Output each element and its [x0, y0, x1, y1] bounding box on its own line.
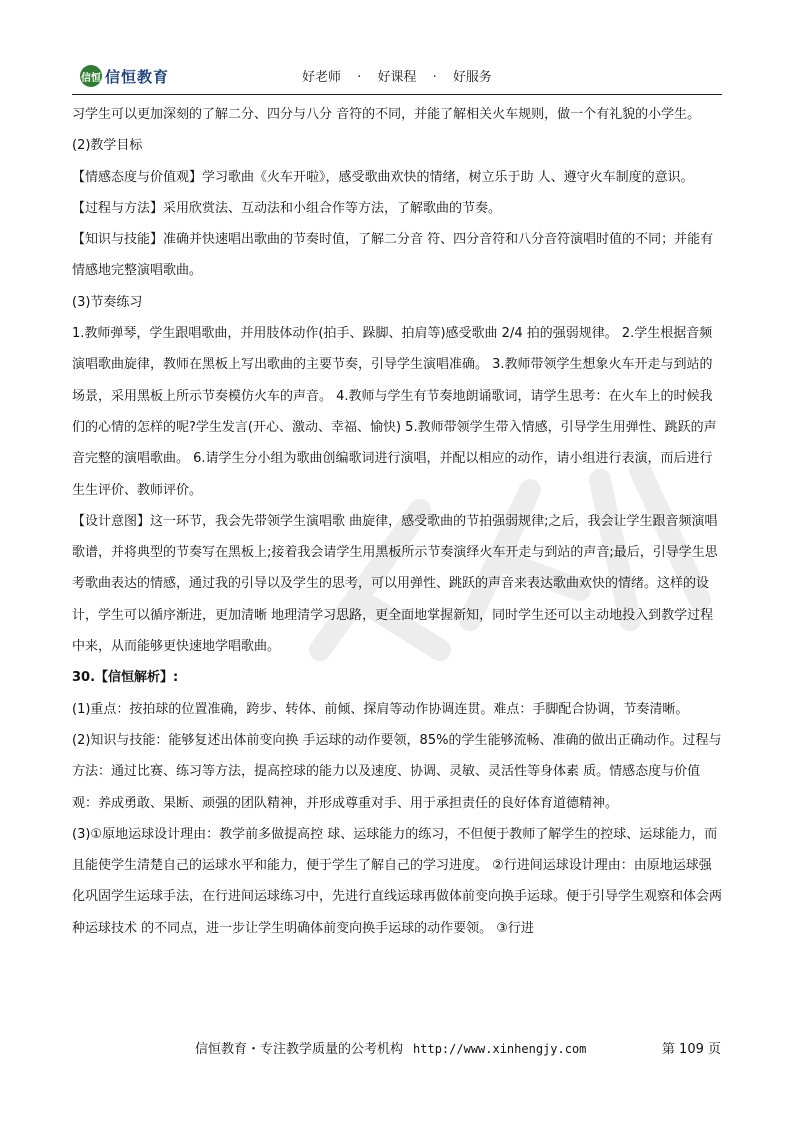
footer-org: 信恒教育・专注教学质量的公考机构: [195, 1042, 404, 1057]
slogan-item: 好课程: [377, 70, 417, 85]
paragraph: 【设计意图】这一环节，我会先带领学生演唱歌 曲旋律，感受歌曲的节拍强弱规律;之后，我会让学生跟音频演唱歌谱，并将典型的节奏写在黑板上;接着我会请学生用黑板所示节奏演绎火车开走与到站的声音;最后，引导学生思考歌曲表达的情感，通过我的引导以及学生的思考，可以用弹性、跳跃的声音来表达歌曲欢快的情绪。这样的设计，学生可以循序渐进，更加清晰 地理清学习思路，更全面地掌握新知，同时学生还可以主动地投入到教学过程中来，从而能够更快速地学唱歌曲。: [72, 513, 718, 655]
header-slogan: [72, 66, 722, 85]
paragraph: (3)①原地运球设计理由：教学前多做提高控 球、运球能力的练习，不但便于教师了解学生的控球、运球能力，而且能使学生清楚自己的运球水平和能力，便于学生了解自己的学习进度。 ②行进间运球设计理由：由原地运球强化巩固学生运球手法，在行进间运球练习中，先进行直线运球再做体前变向换手运球。便于引导学生观察和体会两种运球技术 的不同点，进一步让学生明确体前变向换手运球的动作要领。 ③行进: [72, 826, 723, 936]
logo-mark-icon: 信恒: [80, 65, 102, 87]
paragraph: 习学生可以更加深刻的了解二分、四分与八分 音符的不同，并能了解相关火车规则，做一个有礼貌的小学生。: [72, 107, 701, 122]
paragraph: 【情感态度与价值观】学习歌曲《火车开啦》，感受歌曲欢快的情绪，树立乐于助 人、遵守火车制度的意识。: [72, 169, 694, 185]
slogan-separator: ·: [357, 70, 362, 85]
section-heading: (2)教学目标: [72, 138, 143, 154]
paragraph: 【过程与方法】采用欣赏法、互动法和小组合作等方法，了解歌曲的节奏。: [72, 200, 502, 216]
paragraph: 【知识与技能】准确并快速唱出歌曲的节奏时值，了解二分音 符、四分音符和八分音符演唱时值的不同；并能有情感地完整演唱歌曲。: [72, 232, 714, 279]
page-number: 第 109 页: [661, 1042, 721, 1057]
question-heading: 30.【信恒解析】:: [72, 670, 179, 686]
document-body: [72, 99, 724, 944]
paragraph: 1.教师弹琴，学生跟唱歌曲，并用肢体动作(拍手、跺脚、拍肩等)感受歌曲 2/4 拍的强弱规律。 2.学生根据音频演唱歌曲旋律，教师在黑板上写出歌曲的主要节奏，引导学生演唱准确。 3.教师带领学生想象火车开走与到站的场景，采用黑板上所示节奏模仿火车的声音。 4.教师与学生有节奏地朗诵歌词，请学生思考：在火车上的时候我们的心情的怎样的呢?学生发言(开心、激动、幸福、愉快) 5.教师带领学生带入情感，引导学生用弹性、跳跃的声音完整的演唱歌曲。 6.请学生分小组为歌曲创编歌词进行演唱，并配以相应的动作，请小组进行表演，而后进行生生评价、教师评价。: [72, 326, 717, 498]
paragraph: (1)重点：按拍球的位置准确，跨步、转体、前倾、探肩等动作协调连贯。难点：手脚配合协调，节奏清晰。: [72, 701, 689, 717]
page-header: [72, 58, 722, 95]
section-heading: (3)节奏练习: [72, 294, 143, 310]
footer-text: [195, 1038, 586, 1057]
logo-text: 信恒教育: [105, 67, 170, 86]
slogan-separator: ·: [432, 70, 437, 85]
slogan-item: 好服务: [452, 70, 492, 85]
footer-url: http://www.xinhengjy.com: [413, 1042, 587, 1056]
paragraph: (2)知识与技能：能够复述出体前变向换 手运球的动作要领，85%的学生能够流畅、准确的做出正确动作。过程与方法：通过比赛、练习等方法，提高控球的能力以及速度、协调、灵敏、灵活性等身体素 质。情感态度与价值观：养成勇敢、果断、顽强的团队精神，并形成尊重对手、用于承担责任的良好体育道德精神。: [72, 732, 722, 811]
slogan-item: 好老师: [302, 70, 342, 85]
